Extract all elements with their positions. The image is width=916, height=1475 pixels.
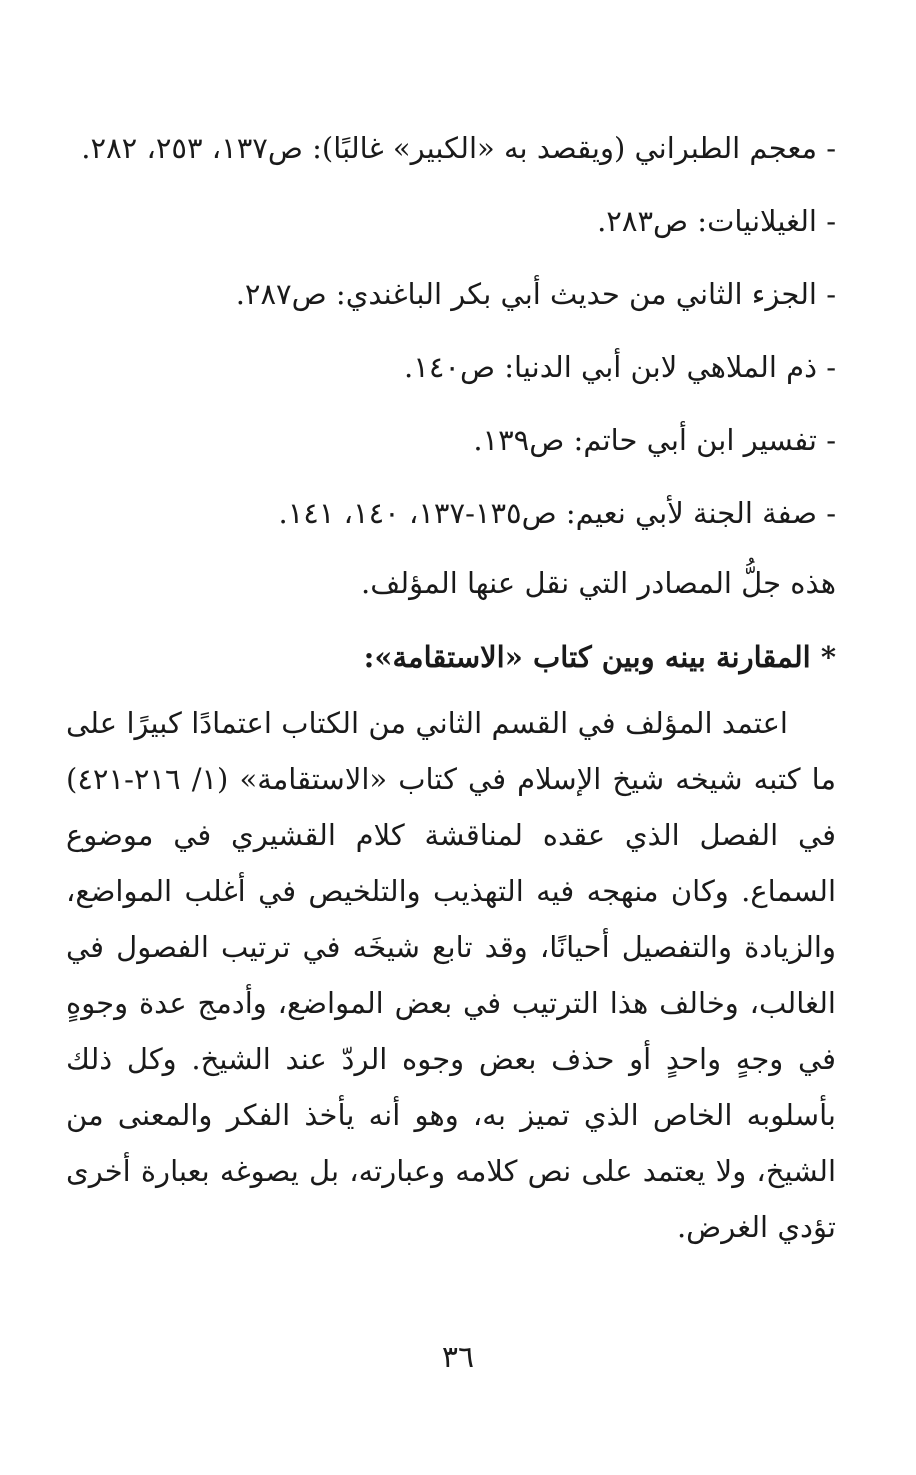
source-item-tabarani: - معجم الطبراني (ويقصد به «الكبير» غالبًا): ص١٣٧، ٢٥٣، ٢٨٢. [81, 131, 836, 165]
section-heading: * المقارنة بينه وبين كتاب «الاستقامة»: [363, 640, 836, 674]
page-number: ٣٦ [441, 1340, 475, 1375]
body-paragraph: اعتمد المؤلف في القسم الثاني من الكتاب اعتمادًا كبيرًا على ما كتبه شيخه شيخ الإسلام في كتاب «الاستقامة» (١/ ٢١٦-٤٢١) في الفصل الذي عقده لمناقشة كلام القشيري في موضوع السماع. وكان منهجه فيه التهذيب والتلخيص في أغلب المواضع، والزيادة والتفصيل أحيانًا، وقد تابع شيخَه في ترتيب الفصول في الغالب، وخالف هذا الترتيب في بعض المواضع، وأدمج عدة وجوهٍ في وجهٍ واحدٍ أو حذف بعض وجوه الردّ عند الشيخ. وكل ذلك بأسلوبه الخاص الذي تميز به، وهو أنه يأخذ الفكر والمعنى من الشيخ، ولا يعتمد على نص كلامه وعبارته، بل يصوغه بعبارة أخرى تؤدي الغرض. [66, 706, 837, 1244]
source-item-dhamm-al-malahi: - ذم الملاهي لابن أبي الدنيا: ص١٤٠. [404, 350, 836, 384]
source-item-baghandi: - الجزء الثاني من حديث أبي بكر الباغندي: ص٢٨٧. [235, 277, 836, 311]
sources-summary: هذه جلُّ المصادر التي نقل عنها المؤلف. [361, 566, 836, 600]
source-item-ghaylaniyyat: - الغيلانيات: ص٢٨٣. [597, 204, 836, 238]
source-item-tafsir-ibn-abi-hatim: - تفسير ابن أبي حاتم: ص١٣٩. [473, 423, 836, 457]
page-content [66, 120, 836, 1255]
source-item-sifat-al-janna: - صفة الجنة لأبي نعيم: ص١٣٥-١٣٧، ١٤٠، ١٤١. [278, 496, 836, 530]
